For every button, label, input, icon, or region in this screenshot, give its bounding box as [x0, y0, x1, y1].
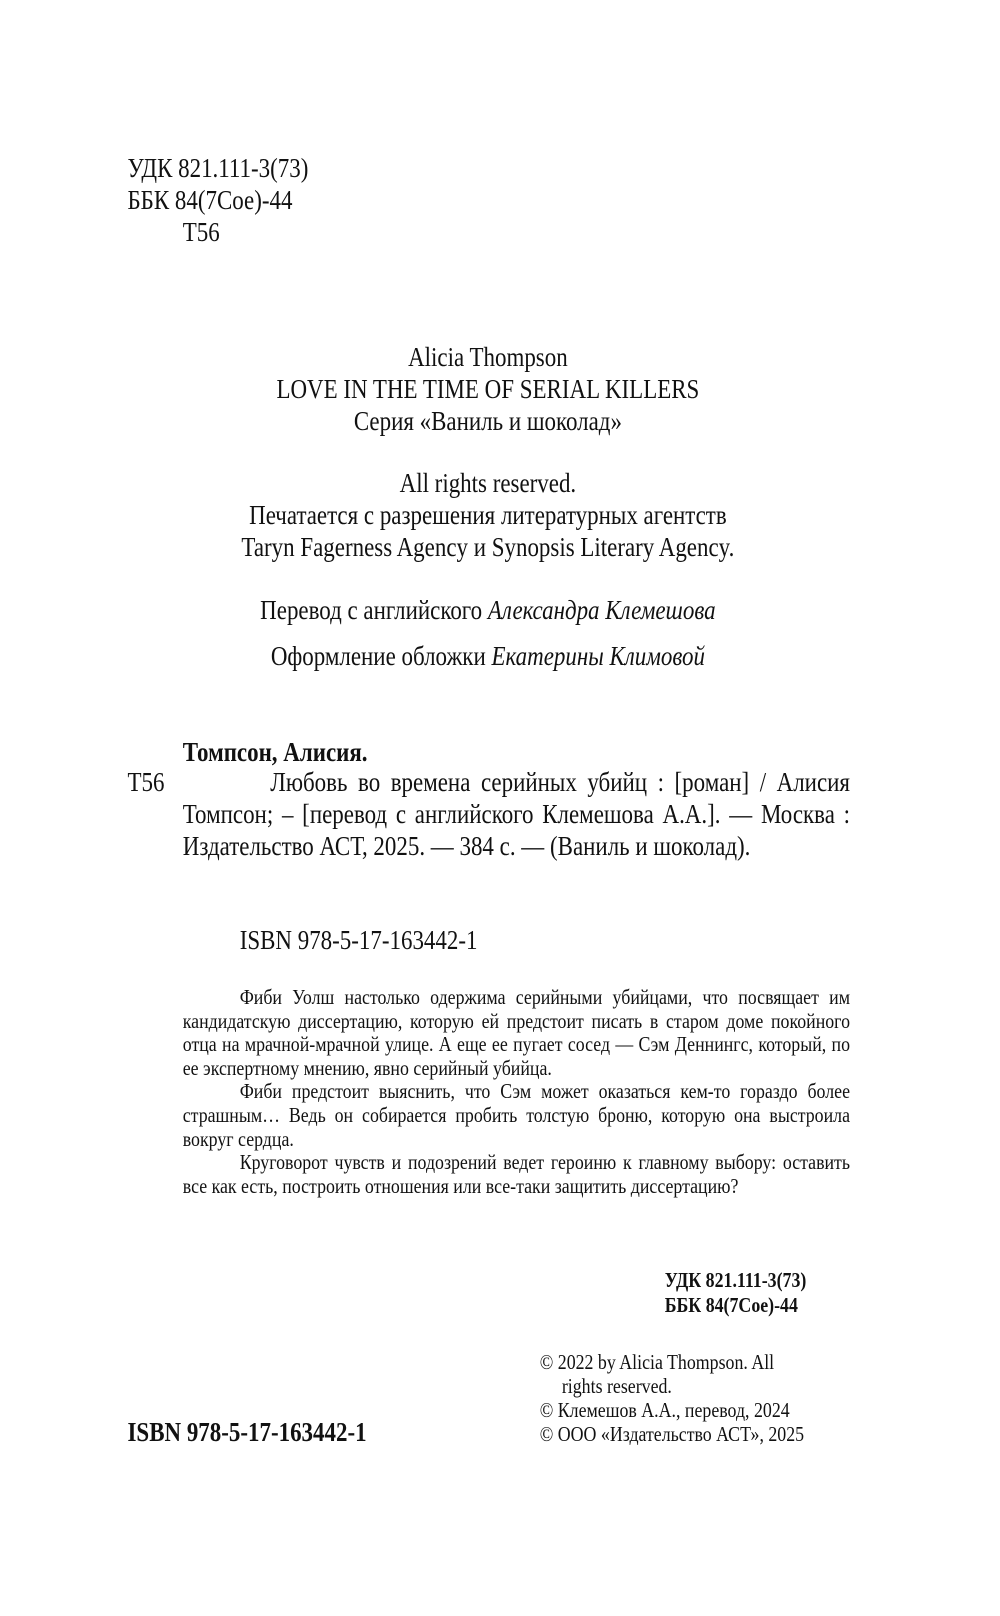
isbn: ISBN 978-5-17-163442-1	[239, 925, 478, 955]
copyright-line: © ООО «Издательство АСТ», 2025	[539, 1422, 805, 1446]
footer-isbn: ISBN 978-5-17-163442-1	[127, 1417, 367, 1447]
original-title: LOVE IN THE TIME OF SERIAL KILLERS	[276, 374, 700, 404]
copyright-line: rights reserved.	[561, 1374, 672, 1398]
rights-line: All rights reserved.	[399, 468, 577, 498]
translator-name: Александра Клемешова	[487, 595, 716, 625]
bbk-code: ББК 84(7Сое)-44	[127, 185, 293, 215]
translation-credit	[0, 594, 976, 626]
bibliographic-heading: Томпсон, Алисия.	[182, 737, 368, 767]
cover-label: Оформление обложки	[270, 641, 486, 671]
bibliographic-mark: Т56	[127, 767, 165, 797]
bibliographic-entry: Любовь во времена серийных убийц : [роман] / Алисия Томпсон; – [перевод с английского Клемешова А.А.]. — Москва : Издательство АСТ, 2025. — 384 с. — (Ваниль и шоколад).	[182, 767, 850, 861]
footer-udk: УДК 821.111-3(73)	[664, 1268, 807, 1292]
original-author: Alicia Thompson	[408, 342, 568, 372]
annotation	[183, 986, 850, 1198]
copyright-line: © 2022 by Alicia Thompson. All	[539, 1350, 775, 1374]
designer-name: Екатерины Климовой	[491, 641, 705, 671]
annotation-paragraph: Круговорот чувств и подозрений ведет героиню к главному выбору: оставить все как есть, построить отношения или все-таки защитить диссертацию?	[182, 1150, 850, 1198]
udk-code: УДК 821.111-3(73)	[127, 153, 309, 183]
cover-design-credit	[0, 640, 976, 672]
translation-label: Перевод с английского	[260, 595, 483, 625]
annotation-paragraph: Фиби Уолш настолько одержима серийными убийцами, что посвящает им кандидатскую диссертацию, которую ей предстоит писать в старом доме покойного отца на мрачной-мрачной улице. А еще ее пугает сосед — Сэм Деннингс, который, по ее экспертному мнению, явно серийный убийца.	[182, 985, 850, 1080]
footer-bbk: ББК 84(7Сое)-44	[664, 1293, 798, 1317]
copyright-line: © Клемешов А.А., перевод, 2024	[539, 1398, 790, 1422]
rights-line: Taryn Fagerness Agency и Synopsis Literary Agency.	[241, 532, 735, 562]
series: Серия «Ваниль и шоколад»	[353, 406, 622, 436]
annotation-paragraph: Фиби предстоит выяснить, что Сэм может оказаться кем-то гораздо более страшным… Ведь он собирается пробить толстую броню, которую она выстроила вокруг сердца.	[182, 1079, 850, 1151]
author-mark: Т56	[182, 217, 220, 247]
rights-line: Печатается с разрешения литературных агентств	[249, 500, 727, 530]
